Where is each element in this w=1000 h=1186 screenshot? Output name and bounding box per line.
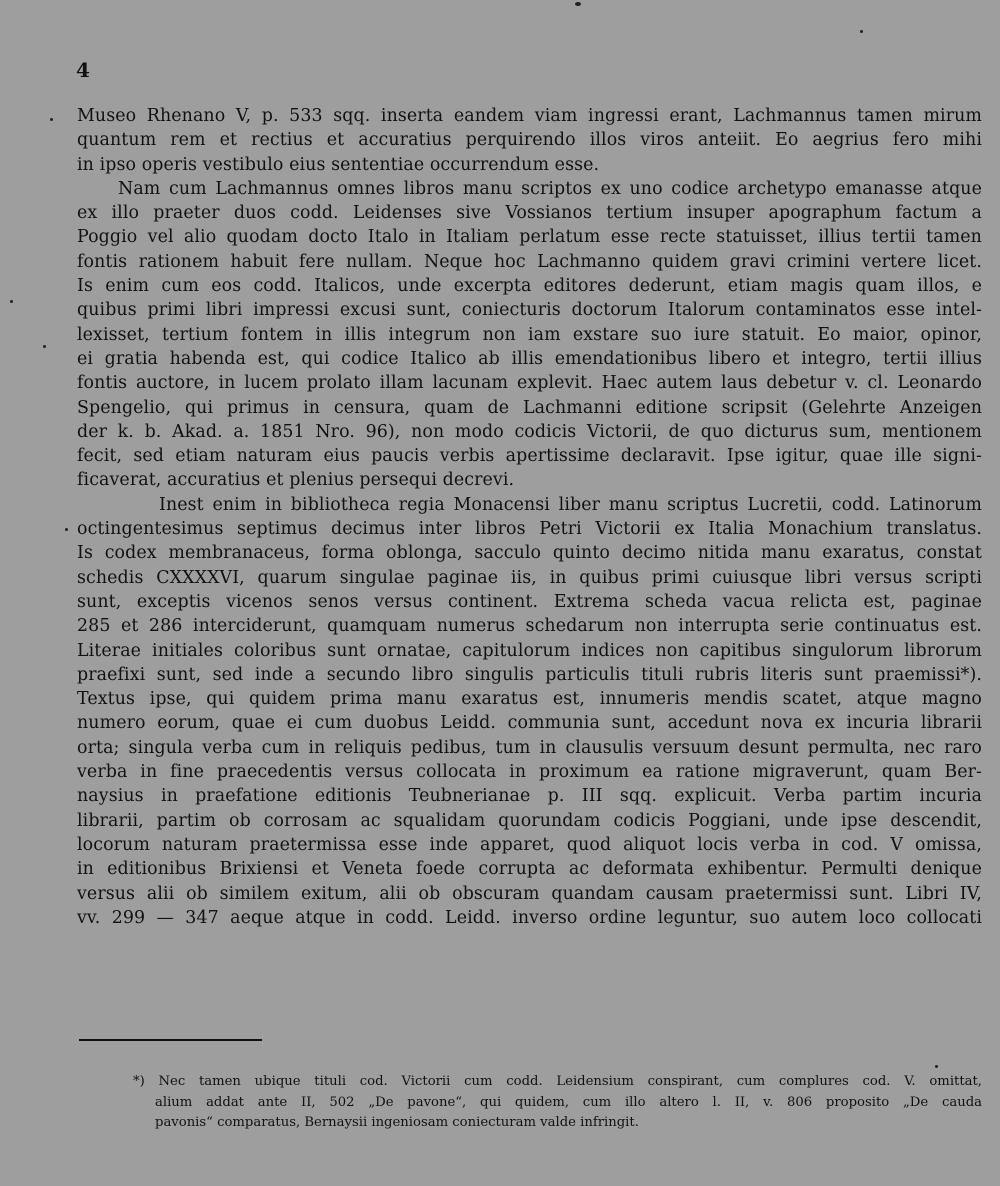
text-line: Museo Rhenano V, p. 533 sqq. inserta eandem viam ingressi erant, Lachmannus tamen mirum — [77, 106, 982, 126]
text-line: verba in fine praecedentis versus collocata in proximum ea ratione migraverunt, quam Ber- — [77, 762, 982, 783]
speck — [43, 345, 46, 348]
text-line: Poggio vel alio quodam docto Italo in Italiam perlatum esse recte statuisset, illius tertii tamen — [77, 227, 982, 248]
text-line: ficaverat, accuratius et plenius persequi decrevi. — [77, 470, 515, 491]
text-line: ex illo praeter duos codd. Leidenses sive Vossianos tertium insuper apographum factum a — [77, 203, 982, 224]
text-line: versus alii ob similem exitum, alii ob obscuram quandam causam praetermissi sunt. Libri IV, — [77, 883, 982, 904]
speck — [50, 118, 53, 121]
text-line: fontis rationem habuit fere nullam. Neque hoc Lachmanno quidem gravi crimini vertere licet. — [77, 251, 982, 272]
text-line: lexisset, tertium fontem in illis integrum non iam exstare suo iure statuit. Eo maior, opinor, — [77, 324, 982, 345]
text-line: schedis CXXXXVI, quarum singulae paginae iis, in quibus primi cuiusque libri versus scripti — [77, 567, 982, 588]
text-line: praefixi sunt, sed inde a secundo libro singulis particulis tituli rubris literis sunt praemissi*). — [77, 664, 982, 685]
text-line: Is enim cum eos codd. Italicos, unde excerpta editores dederunt, etiam magis quam illos, e — [77, 276, 982, 297]
speck — [935, 1065, 938, 1068]
speck — [860, 30, 863, 33]
text-line: ei gratia habenda est, qui codice Italico ab illis emendationibus libero et integro, tertii illius — [77, 348, 982, 369]
text-line: Literae initiales coloribus sunt ornatae, capitulorum indices non capitibus singulorum librorum — [77, 640, 982, 661]
speck — [575, 2, 581, 6]
page-number: 4 — [76, 58, 90, 82]
speck — [10, 300, 13, 303]
text-line: fecit, sed etiam naturam eius paucis verbis apertissime declaravit. Ipse igitur, quae ille signi- — [77, 446, 982, 467]
text-line: fontis auctore, in lucem prolato illam lacunam explevit. Haec autem laus debetur v. cl. Leonardo — [77, 373, 982, 394]
text-line: locorum naturam praetermissa esse inde apparet, quod aliquot locis verba in cod. V omissa, — [77, 834, 982, 855]
text-line: quibus primi libri impressi excusi sunt, coniecturis doctorum Italorum contaminatos esse intel- — [77, 300, 982, 321]
footnote-divider — [79, 1039, 262, 1041]
text-line: in ipso operis vestibulo eius sententiae occurrendum esse. — [77, 154, 600, 175]
text-line: in editionibus Brixiensi et Veneta foede corrupta ac deformata exhibentur. Permulti denique — [77, 859, 982, 880]
footnote — [133, 1072, 982, 1134]
text-line: octingentesimus septimus decimus inter libros Petri Victorii ex Italia Monachium translatus. — [77, 519, 982, 540]
footnote-line: pavonis“ comparatus, Bernaysii ingeniosam coniecturam valde infringit. — [155, 1115, 639, 1130]
text-line: numero eorum, quae ei cum duobus Leidd. communia sunt, accedunt nova ex incuria librarii — [77, 713, 982, 734]
text-line: quantum rem et rectius et accuratius perquirendo illos viros anteiit. Eo aegrius fero mihi — [77, 130, 982, 151]
text-line: Spengelio, qui primus in censura, quam de Lachmanni editione scripsit (Gelehrte Anzeigen — [77, 397, 982, 418]
text-line: vv. 299 — 347 aeque atque in codd. Leidd. inverso ordine leguntur, suo autem loco collocati — [77, 907, 982, 928]
text-line: sunt, exceptis vicenos senos versus continent. Extrema scheda vacua relicta est, paginae — [77, 591, 982, 612]
text-line: Inest enim in bibliotheca regia Monacensi liber manu scriptus Lucretii, codd. Latinorum — [159, 494, 982, 515]
footnote-line: *) Nec tamen ubique tituli cod. Victorii cum codd. Leidensium conspirant, cum complures cod. V. omittat, — [133, 1074, 982, 1089]
text-line: librarii, partim ob corrosam ac squalidam quorundam codicis Poggiani, unde ipse descendit, — [77, 810, 982, 831]
text-line: Textus ipse, qui quidem prima manu exaratus est, innumeris mendis scatet, atque magno — [77, 689, 982, 710]
text-line: orta; singula verba cum in reliquis pedibus, tum in clausulis versuum desunt permulta, nec raro — [77, 737, 982, 758]
text-line: naysius in praefatione editionis Teubnerianae p. III sqq. explicuit. Verba partim incuria — [77, 786, 982, 807]
body-text — [77, 104, 982, 930]
text-line: Nam cum Lachmannus omnes libros manu scriptos ex uno codice archetypo emanasse atque — [118, 178, 982, 199]
speck — [65, 528, 68, 531]
text-line: 285 et 286 interciderunt, quamquam numerus schedarum non interrupta serie continuatus est. — [77, 616, 982, 637]
footnote-line: alium addat ante II, 502 „De pavone“, qui quidem, cum illo altero l. II, v. 806 proposito „De cauda — [155, 1094, 982, 1110]
text-line: der k. b. Akad. a. 1851 Nro. 96), non modo codicis Victorii, de quo dicturus sum, mentionem — [77, 421, 982, 442]
text-line: Is codex membranaceus, forma oblonga, sacculo quinto decimo nitida manu exaratus, constat — [77, 543, 982, 564]
